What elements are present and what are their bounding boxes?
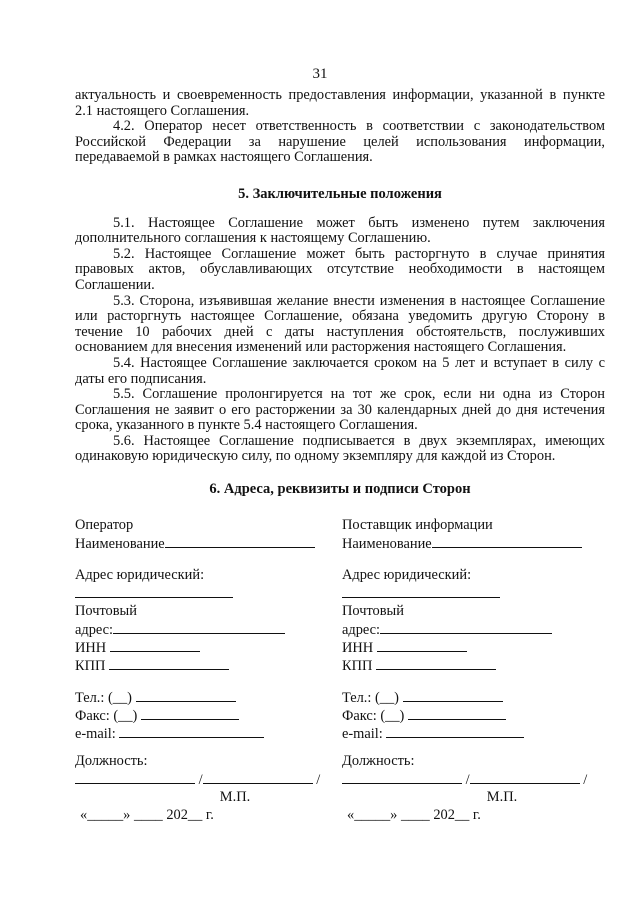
operator-fax-label: Факс: (__) (75, 707, 138, 724)
signature-block (75, 516, 605, 836)
paragraph-5-1: 5.1. Настоящее Соглашение может быть изменено путем заключения дополнительного соглашения к настоящему Соглашению. (75, 214, 605, 247)
paragraph-5-2: 5.2. Настоящее Соглашение может быть расторгнуто в случае принятия правовых актов, обуславливающих отсутствие необходимости в настоящем Соглашении. (75, 245, 605, 293)
paragraph-4-2: 4.2. Оператор несет ответственность в соответствии с законодательством Российской Федерации за нарушение целей использования информации, передаваемой в рамках настоящего Соглашения. (75, 118, 605, 166)
operator-phone-label: Тел.: (__) (75, 689, 132, 706)
provider-position-label: Должность: (342, 752, 415, 769)
operator-signature-name-blank[interactable] (203, 770, 313, 784)
operator-phone-blank[interactable] (136, 688, 236, 702)
provider-legal-address-blank[interactable] (342, 584, 500, 598)
provider-kpp-label: КПП (342, 657, 373, 674)
operator-name-label: Наименование (75, 535, 165, 552)
provider-kpp-blank[interactable] (376, 656, 496, 670)
paragraph-5-3: 5.3. Сторона, изъявившая желание внести изменения в настоящее Соглашение или расторгнуть настоящее Соглашение, обязана уведомить другую Сторону в течение 10 рабочих дней с даты наступления обстоятельств, послуживших основанием для внесения изменений или расторжения настоящего Соглашения. (75, 292, 605, 356)
operator-legal-address-label: Адрес юридический: (75, 566, 205, 583)
operator-slash-2: / (316, 771, 321, 788)
provider-date-label: «_____» ____ 202__ г. (347, 806, 481, 823)
paragraph-5-6: 5.6. Настоящее Соглашение подписывается в двух экземплярах, имеющих одинаковую юридическую силу, по одному экземпляру для каждой из Сторон. (75, 432, 605, 465)
provider-address-label: адрес: (342, 621, 381, 638)
operator-legal-address-blank[interactable] (75, 584, 233, 598)
operator-email-blank[interactable] (119, 724, 264, 738)
provider-legal-address-label: Адрес юридический: (342, 566, 472, 583)
operator-inn-blank[interactable] (110, 638, 200, 652)
operator-date-label: «_____» ____ 202__ г. (80, 806, 214, 823)
operator-kpp-blank[interactable] (109, 656, 229, 670)
provider-email-blank[interactable] (386, 724, 524, 738)
paragraph-5-5: 5.5. Соглашение пролонгируется на тот же срок, если ни одна из Сторон Соглашения не заявит о его расторжении за 30 календарных дней до дня истечения срока, указанного в пункте 5.4 настоящего Соглашения. (75, 386, 605, 434)
operator-column (75, 516, 325, 824)
operator-fax-blank[interactable] (141, 706, 239, 720)
provider-name-label: Наименование (342, 535, 432, 552)
provider-slash-1: / (465, 771, 470, 788)
operator-address-label: адрес: (75, 621, 114, 638)
operator-position-label: Должность: (75, 752, 148, 769)
provider-fax-blank[interactable] (408, 706, 506, 720)
provider-column (342, 516, 592, 824)
provider-postal-label: Почтовый (342, 602, 404, 619)
provider-slash-2: / (583, 771, 588, 788)
provider-inn-label: ИНН (342, 639, 374, 656)
provider-signature-blank[interactable] (342, 770, 462, 784)
section-5-title: 5. Заключительные положения (238, 185, 442, 202)
operator-party-label: Оператор (75, 516, 134, 533)
provider-party-label: Поставщик информации (342, 516, 493, 533)
paragraph-continuation: актуальность и своевременность предоставления информации, указанной в пункте 2.1 настоящего Соглашения. (75, 87, 605, 119)
operator-stamp-label: М.П. (219, 788, 251, 805)
paragraph-5-4: 5.4. Настоящее Соглашение заключается сроком на 5 лет и вступает в силу с даты его подписания. (75, 354, 605, 387)
document-body (75, 88, 605, 836)
operator-inn-label: ИНН (75, 639, 107, 656)
operator-slash-1: / (198, 771, 203, 788)
provider-email-label: e-mail: (342, 725, 383, 742)
operator-postal-label: Почтовый (75, 602, 137, 619)
provider-phone-blank[interactable] (403, 688, 503, 702)
page-number: 31 (312, 66, 328, 82)
provider-name-blank[interactable] (432, 534, 582, 548)
provider-address-blank[interactable] (380, 620, 552, 634)
provider-stamp-label: М.П. (486, 788, 518, 805)
provider-inn-blank[interactable] (377, 638, 467, 652)
section-6-title: 6. Адреса, реквизиты и подписи Сторон (209, 481, 471, 498)
provider-fax-label: Факс: (__) (342, 707, 405, 724)
operator-kpp-label: КПП (75, 657, 106, 674)
operator-address-blank[interactable] (113, 620, 285, 634)
provider-phone-label: Тел.: (__) (342, 689, 399, 706)
operator-email-label: e-mail: (75, 725, 116, 742)
operator-name-blank[interactable] (165, 534, 315, 548)
operator-signature-blank[interactable] (75, 770, 195, 784)
provider-signature-name-blank[interactable] (470, 770, 580, 784)
